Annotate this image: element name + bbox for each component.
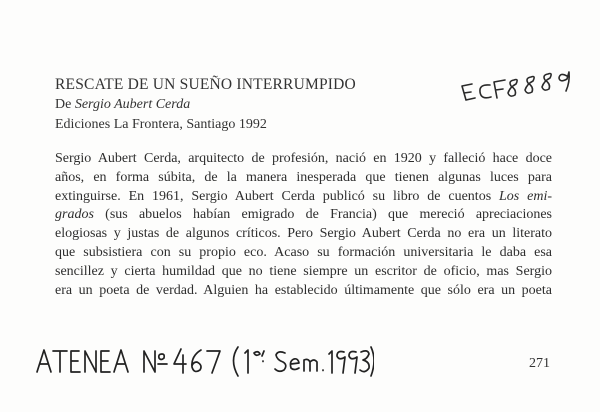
byline (55, 97, 190, 113)
italic-book-title-part2: grados (55, 207, 94, 223)
reference-text: ATENEA Nº 467 (1er Sem. 1993) (34, 340, 48, 341)
body-line-1: Sergio Aubert Cerda, arquitecto de profesión, nació en 1920 y falleció hace doce (55, 151, 552, 166)
body-line-4 (55, 206, 552, 225)
body-line-6: que subsistiera con su propio eco. Acaso su formación universitaria le daba esa (55, 244, 552, 260)
handwritten-reference-annotation (34, 340, 374, 380)
body-line-4-text: (sus abuelos habían emigrado de Francia) que mereció apreciaciones (93, 207, 552, 223)
code-text: ECF8889 (452, 66, 456, 67)
handwritten-code-annotation (452, 66, 587, 106)
page-number: 271 (529, 356, 550, 371)
body-paragraph (55, 150, 552, 300)
body-line-3-text: extinguirse. En 1961, Sergio Aubert Cerda publicó su libro de cuentos (55, 188, 500, 204)
italic-book-title-part1: Los emi- (499, 188, 552, 204)
body-line-5: elogiosas y justas de algunos críticos. Pero Sergio Aubert Cerda no era un literato (55, 226, 552, 242)
body-line-7: sencillez y cierta humildad que no tiene siempre un escritor de oficio, mas Sergio (55, 263, 552, 279)
body-line-3 (55, 188, 552, 207)
author-name: Sergio Aubert Cerda (74, 97, 191, 112)
book-title: RESCATE DE UN SUEÑO INTERRUMPIDO (55, 76, 356, 93)
byline-prefix: De (55, 97, 72, 112)
body-line-2: años, en forma súbita, de la manera inesperada que tienen algunas luces para (55, 169, 552, 185)
publisher-line: Ediciones La Frontera, Santiago 1992 (55, 117, 267, 132)
body-line-8: era un poeta de verdad. Alguien ha establecido últimamente que sólo era un poeta (55, 282, 552, 298)
